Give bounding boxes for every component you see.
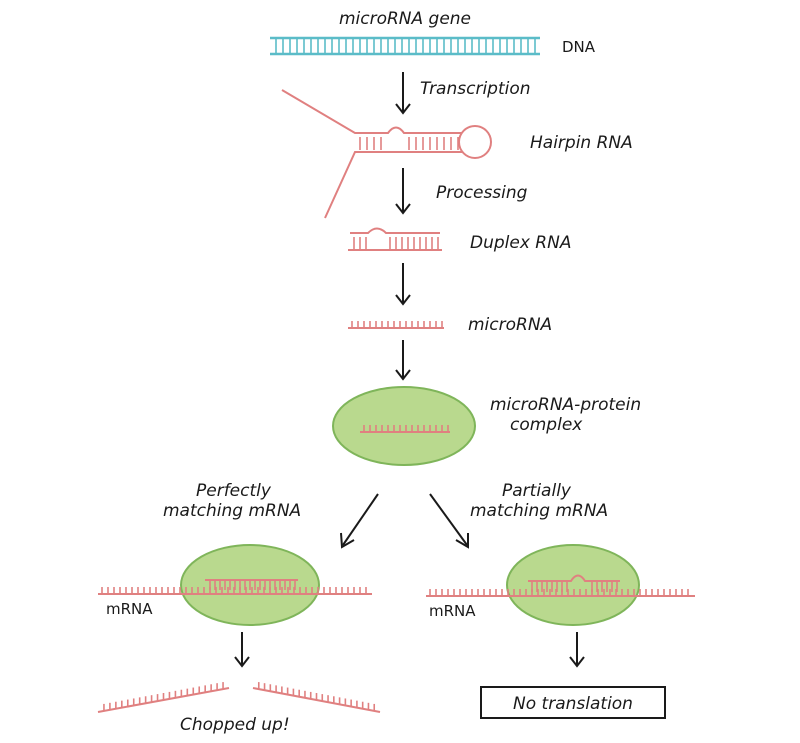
perfect-label-line2: matching mRNA — [163, 501, 302, 521]
transcription-label: Transcription — [420, 79, 531, 99]
duplex-to-microrna-arrow — [396, 263, 410, 304]
partial-down-arrow — [570, 632, 584, 666]
processing-arrow — [396, 168, 410, 213]
partial-match-arrow — [430, 494, 468, 547]
mrna-left-label: mRNA — [106, 600, 153, 618]
chopped-mrna-fragments — [98, 682, 380, 712]
dna-double-strand — [270, 38, 540, 54]
hairpin-rna-label: Hairpin RNA — [530, 133, 633, 153]
perfect-label-line1: Perfectly — [196, 481, 271, 501]
perfect-match-arrow — [341, 494, 378, 547]
chopped-up-label: Chopped up! — [180, 715, 290, 735]
partial-label-line2: matching mRNA — [470, 501, 609, 521]
complex-label-line2: complex — [510, 415, 583, 435]
mrna-right-label: mRNA — [429, 602, 476, 620]
processing-label: Processing — [436, 183, 528, 203]
microrna-gene-label: microRNA gene — [338, 9, 472, 29]
transcription-arrow — [396, 72, 410, 113]
perfect-down-arrow — [235, 632, 249, 666]
complex-label-line1: microRNA-protein — [490, 395, 642, 415]
microrna-to-complex-arrow — [396, 340, 410, 379]
no-translation-box — [481, 687, 665, 718]
microrna-strand — [348, 321, 444, 328]
microrna-protein-complex — [333, 387, 475, 465]
partial-label-line1: Partially — [502, 481, 571, 501]
duplex-rna-label: Duplex RNA — [470, 233, 572, 253]
dna-label: DNA — [562, 38, 596, 56]
duplex-rna-shape — [348, 229, 442, 251]
no-translation-label: No translation — [513, 694, 633, 714]
microrna-label: microRNA — [468, 315, 553, 335]
